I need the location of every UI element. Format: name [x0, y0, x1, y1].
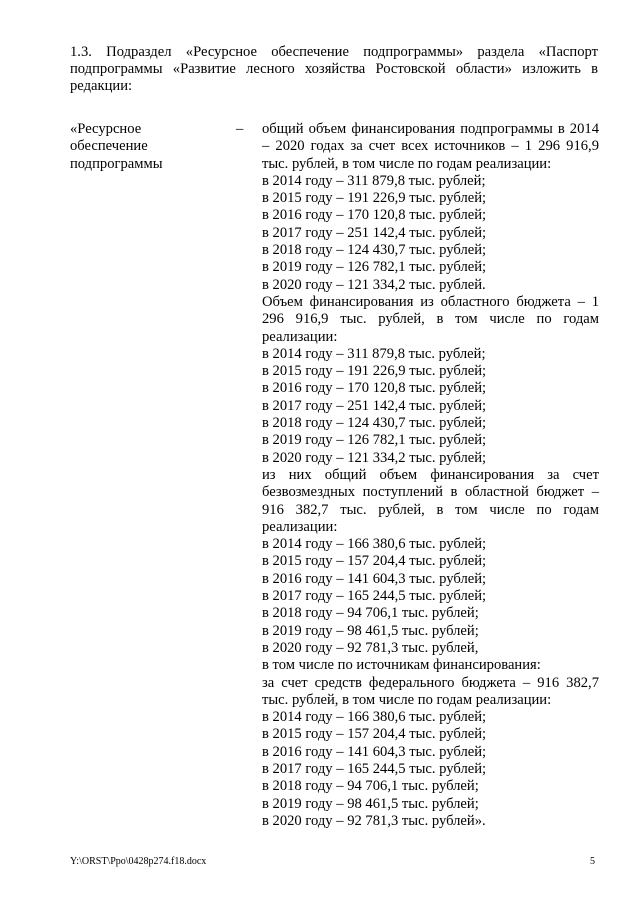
year-line: в 2018 году – 124 430,7 тыс. рублей; [262, 242, 487, 259]
intro-paragraph: 1.3. Подраздел «Ресурсное обеспечение подпрограммы» раздела «Паспорт подпрограммы «Развитие лесного хозяйства Ростовской области» изложить в редакции: [70, 44, 598, 95]
year-line: в 2019 году – 126 782,1 тыс. рублей; [262, 259, 487, 276]
year-line: в 2015 году – 157 204,4 тыс. рублей; [262, 726, 487, 743]
year-line: в 2015 году – 191 226,9 тыс. рублей; [262, 190, 487, 207]
year-line: в 2016 году – 170 120,8 тыс. рублей; [262, 207, 487, 224]
page-number: 5 [590, 856, 595, 867]
section-label [70, 121, 190, 173]
year-line: в 2014 году – 311 879,8 тыс. рублей; [262, 172, 486, 189]
year-line: в 2019 году – 98 461,5 тыс. рублей; [262, 622, 479, 639]
total-funding-paragraph: общий объем финансирования подпрограммы в 2014 – 2020 годах за счет всех источников – 1 296 916,9 тыс. рублей, в том числе по годам реализации: [262, 121, 599, 172]
federal-budget-paragraph: за счет средств федерального бюджета – 916 382,7 тыс. рублей, в том числе по годам реализации: [262, 674, 599, 708]
year-line: в 2019 году – 98 461,5 тыс. рублей; [262, 795, 479, 812]
year-line: в 2014 году – 166 380,6 тыс. рублей; [262, 536, 487, 553]
year-line: в 2017 году – 165 244,5 тыс. рублей; [262, 588, 487, 605]
funding-content [262, 121, 599, 830]
regional-budget-paragraph: Объем финансирования из областного бюджета – 1 296 916,9 тыс. рублей, в том числе по годам реализации: [262, 293, 599, 345]
year-line: в 2020 году – 121 334,2 тыс. рублей; [262, 449, 487, 466]
year-line: в 2015 году – 157 204,4 тыс. рублей; [262, 553, 487, 570]
by-sources-paragraph: в том числе по источникам финансирования: [262, 657, 541, 674]
year-line: в 2018 году – 94 706,1 тыс. рублей; [262, 778, 479, 795]
year-line: в 2017 году – 165 244,5 тыс. рублей; [262, 760, 487, 777]
gratuitous-receipts-paragraph: из них общий объем финансирования за счет безвозмездных поступлений в областной бюджет – 916 382,7 тыс. рублей, в том числе по годам реализации: [262, 466, 599, 535]
year-line: в 2020 году – 121 334,2 тыс. рублей. [262, 276, 486, 293]
year-line: в 2014 году – 166 380,6 тыс. рублей; [262, 709, 487, 726]
year-line: в 2018 году – 94 706,1 тыс. рублей; [262, 605, 479, 622]
year-line: в 2015 году – 191 226,9 тыс. рублей; [262, 363, 487, 380]
section-label-line: подпрограммы [70, 155, 163, 172]
section-label-line: «Ресурсное [70, 121, 142, 137]
section-label-line: обеспечение [70, 138, 148, 155]
year-line: в 2016 году – 141 604,3 тыс. рублей; [262, 570, 487, 587]
year-line: в 2018 году – 124 430,7 тыс. рублей; [262, 415, 487, 432]
year-line: в 2014 году – 311 879,8 тыс. рублей; [262, 345, 486, 362]
label-dash: – [236, 121, 244, 137]
year-line: в 2017 году – 251 142,4 тыс. рублей; [262, 397, 487, 414]
file-path-footer: Y:\ORST\Ppo\0428p274.f18.docx [70, 856, 207, 867]
year-line: в 2020 году – 92 781,3 тыс. рублей». [262, 812, 486, 829]
year-line: в 2020 году – 92 781,3 тыс. рублей, [262, 639, 479, 656]
year-line: в 2017 году – 251 142,4 тыс. рублей; [262, 224, 487, 241]
year-line: в 2019 году – 126 782,1 тыс. рублей; [262, 432, 487, 449]
year-line: в 2016 году – 141 604,3 тыс. рублей; [262, 743, 487, 760]
year-line: в 2016 году – 170 120,8 тыс. рублей; [262, 380, 487, 397]
